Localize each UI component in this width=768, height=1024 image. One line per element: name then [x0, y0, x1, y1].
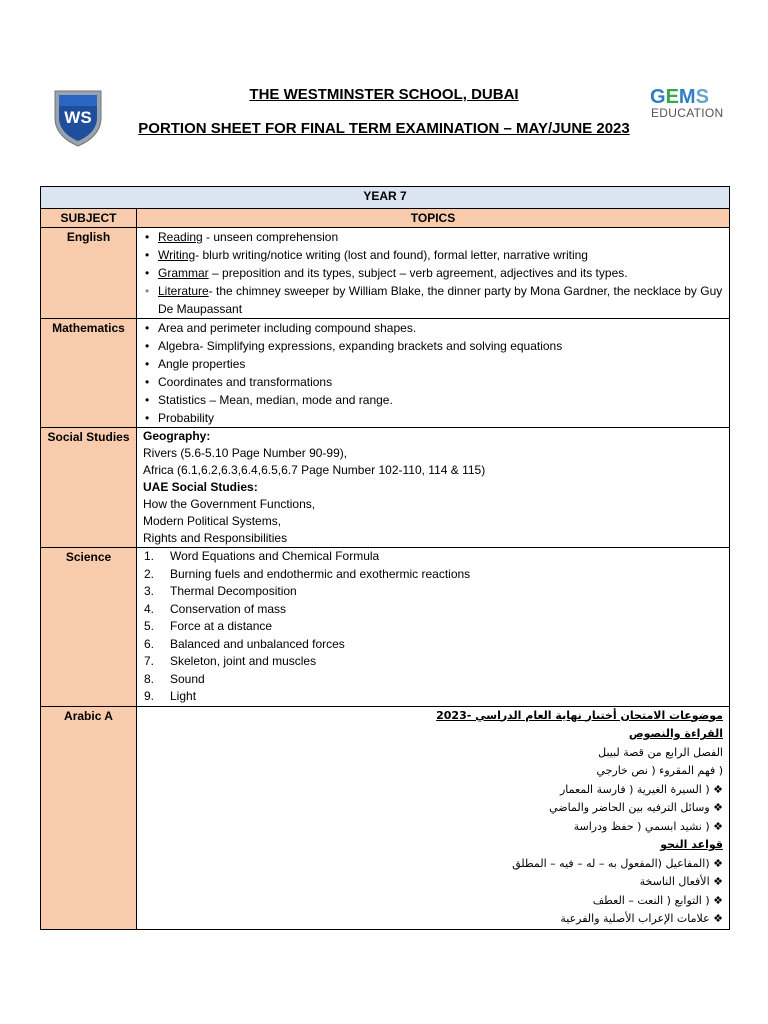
topic-text: - blurb writing/notice writing (lost and found), formal letter, narrative writing	[195, 248, 588, 262]
arabic-line: ❖ ( نشيد ابسمي ( حفظ ودراسة	[573, 819, 723, 833]
header-row	[41, 209, 730, 228]
item-number: 2.	[144, 566, 155, 581]
arabic-row	[41, 706, 730, 929]
arabic-section-heading: قواعد النحو	[660, 838, 723, 851]
list-item	[144, 636, 723, 654]
item-text: Burning fuels and endothermic and exothermic reactions	[170, 566, 471, 581]
arabic-line: ❖ علامات الإعراب الأصلية والفرعية	[560, 912, 723, 925]
year-label: YEAR 7	[41, 187, 730, 209]
item-text: Sound	[170, 671, 205, 686]
list-item: • Probability	[158, 409, 723, 427]
item-text: Skeleton, joint and muscles	[170, 654, 317, 668]
arabic-section-heading: القراءة والنصوص	[628, 727, 723, 740]
list-item	[144, 566, 723, 584]
topic-label: Grammar	[158, 266, 209, 280]
geography-line: Africa (6.1,6.2,6.3,6.4,6.5,6.7 Page Number 102-110, 114 & 115)	[143, 463, 486, 477]
topics-column-header: TOPICS	[137, 209, 730, 228]
subject-column-header: SUBJECT	[41, 209, 137, 228]
subject-science: Science	[41, 548, 137, 707]
mathematics-topics	[137, 319, 730, 428]
item-text: Force at a distance	[170, 619, 273, 633]
arabic-line: ❖ (المفاعيل (المفعول به – له – فيه – المطلق	[512, 856, 723, 870]
gems-subtitle: EDUCATION	[651, 106, 724, 120]
geography-heading: Geography:	[143, 429, 211, 443]
list-item	[144, 548, 723, 566]
science-topics	[137, 548, 730, 707]
geography-line: Rivers (5.6-5.10 Page Number 90-99),	[143, 446, 348, 460]
mathematics-row	[41, 319, 730, 428]
year-row	[41, 187, 730, 209]
item-number: 5.	[144, 619, 155, 633]
item-number: 9.	[144, 689, 155, 703]
list-item: • Algebra- Simplifying expressions, expanding brackets and solving equations	[158, 337, 723, 355]
arabic-line: ❖ ( السيرة الغيرية ( فارسة المعمار	[560, 782, 723, 796]
uae-line: Modern Political Systems,	[143, 514, 282, 528]
topic-text: – preposition and its types, subject – verb agreement, adjectives and its types.	[208, 266, 628, 280]
list-item	[158, 264, 723, 282]
list-item	[144, 601, 723, 619]
item-text: Balanced and unbalanced forces	[170, 636, 345, 651]
uae-line: Rights and Responsibilities	[143, 531, 288, 545]
subject-arabic: Arabic A	[41, 706, 137, 929]
list-item	[144, 671, 723, 689]
school-name: THE WESTMINSTER SCHOOL, DUBAI	[249, 86, 519, 103]
uae-social-studies-heading: UAE Social Studies:	[143, 480, 258, 494]
list-item: • Angle properties	[158, 355, 723, 373]
list-item	[144, 653, 723, 671]
subject-english: English	[41, 228, 137, 319]
portion-table	[40, 186, 730, 930]
arabic-line: ❖ ( التوابع ( النعت – العطف	[592, 893, 723, 907]
crest-lettering: WS	[64, 108, 92, 127]
list-item	[144, 618, 723, 636]
social-studies-row	[41, 428, 730, 548]
topic-label: Literature	[158, 284, 209, 298]
list-item	[144, 688, 723, 706]
arabic-line: ( فهم المقروء ( نص خارجي	[596, 764, 723, 777]
list-item	[144, 583, 723, 601]
arabic-line: ❖ وسائل الترفيه بين الحاضر والماضي	[549, 801, 723, 814]
english-row	[41, 228, 730, 319]
item-text: Light	[170, 689, 197, 703]
list-item	[158, 246, 723, 264]
item-number: 3.	[144, 584, 155, 598]
list-item	[158, 228, 723, 246]
gems-wordmark: GEMS	[650, 86, 709, 108]
list-item: • Area and perimeter including compound shapes.	[158, 319, 723, 337]
list-item: • Coordinates and transformations	[158, 373, 723, 391]
uae-line: How the Government Functions,	[143, 497, 316, 511]
arabic-title: موضوعات الامتحان أختبار نهاية العام الدراسي -2023	[436, 708, 723, 722]
topic-label: Reading	[158, 230, 203, 244]
topic-label: Writing	[158, 248, 196, 262]
item-text: Word Equations and Chemical Formula	[170, 549, 380, 563]
arabic-line: الفصل الرابع من قصة لبيبل	[598, 745, 723, 759]
science-row	[41, 548, 730, 707]
item-text: Thermal Decomposition	[170, 584, 297, 598]
social-studies-topics	[137, 428, 730, 548]
english-topics	[137, 228, 730, 319]
item-text: Conservation of mass	[170, 601, 287, 616]
list-item	[158, 282, 723, 318]
arabic-topics	[137, 706, 730, 929]
item-number: 1.	[144, 549, 155, 563]
item-number: 4.	[144, 601, 155, 616]
arabic-line: ❖ الأفعال الناسخة	[639, 875, 723, 888]
list-item: • Statistics – Mean, median, mode and range.	[158, 391, 723, 409]
item-number: 8.	[144, 671, 155, 686]
topic-text: - unseen comprehension	[202, 230, 339, 244]
item-number: 7.	[144, 654, 155, 668]
sheet-title: PORTION SHEET FOR FINAL TERM EXAMINATION – MAY/JUNE 2023	[138, 120, 630, 137]
subject-social-studies: Social Studies	[41, 428, 137, 548]
subject-mathematics: Mathematics	[41, 319, 137, 428]
topic-text: - the chimney sweeper by William Blake, the dinner party by Mona Gardner, the necklace by Guy De Maupassant	[158, 284, 723, 316]
item-number: 6.	[144, 636, 155, 651]
